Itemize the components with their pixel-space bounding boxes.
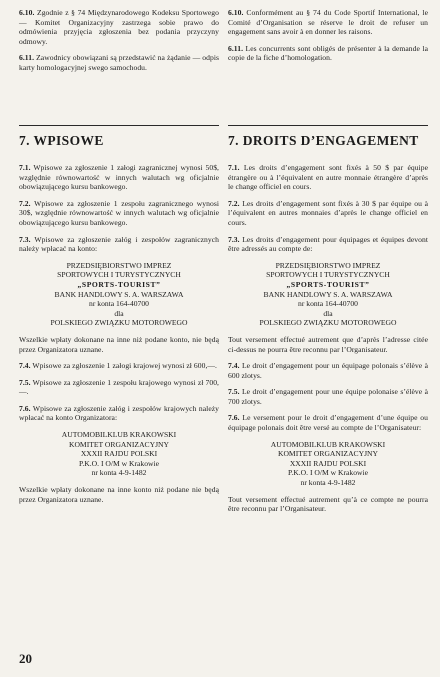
paragraph-7-5-pl: 7.5. Wpisowe za zgłoszenie 1 zespołu krajowego wynosi zł 700,—. xyxy=(19,377,219,397)
address-line: BANK HANDLOWY S. A. WARSZAWA xyxy=(54,289,184,299)
club-address-pl xyxy=(19,430,219,478)
paragraph-6-10-fr: 6.10. Conformément au § 74 du Code Sportif International, le Comité d’Organisation se réserve le droit de refuser un engagement sans avoir à en donner les raisons. xyxy=(228,8,428,37)
paragraph-7-5-fr: 7.5. Le droit d’engagement pour une équipe polonaise s’élève à 700 zlotys. xyxy=(228,387,428,406)
section-heading-fr: 7. DROITS D’ENGAGEMENT xyxy=(228,133,419,148)
address-line: „SPORTS-TOURIST” xyxy=(77,279,161,289)
address-line: nr konta 4-9-1482 xyxy=(91,468,147,478)
address-line: AUTOMOBILKLUB KRAKOWSKI xyxy=(270,439,386,449)
payment-note-pl: Wszelkie wpłaty dokonane na inne niż podane konto, nie będą przez Organizatora uznane. xyxy=(19,334,219,354)
paragraph-7-3-pl: 7.3. Wpisowe za zgłoszenie załóg i zespołów zagranicznych należy wpłacać na konto: xyxy=(19,234,220,254)
address-line: „SPORTS-TOURIST” xyxy=(286,279,370,289)
paragraph-7-6-fr: 7.6. Le versement pour le droit d’engagement d’une équipe ou équipage polonais doit être versé au compte de l’Organisateur: xyxy=(228,413,429,433)
paragraph-7-1-pl: 7.1. Wpisowe za zgłoszenie 1 załogi zagranicznej wynosi 50$, względnie równowartość w innych walutach wg oficjalnie obowiązującego kursu bankowego. xyxy=(19,163,220,192)
address-line: BANK HANDLOWY S. A. WARSZAWA xyxy=(263,289,393,299)
address-line: nr konta 4-9-1482 xyxy=(300,478,356,488)
section-heading-pl: 7. WPISOWE xyxy=(19,133,104,148)
club-address-fr xyxy=(228,440,428,488)
paragraph-6-10-pl: 6.10. Zgodnie z § 74 Międzynarodowego Kodeksu Sportowego — Komitet Organizacyjny zastrzega sobie prawo do odmówienia przyjęcia zgłoszenia bez podania przyczyny odmowy. xyxy=(19,8,220,46)
address-line: dla xyxy=(114,308,124,318)
paragraph-6-11-pl: 6.11. Zawodnicy obowiązani są przedstawić na żądanie — odpis karty homologacyjnej swego samochodu. xyxy=(19,53,219,72)
paragraph-7-4-fr: 7.4. Le droit d’engagement pour un équipage polonais s’élève à 600 zlotys. xyxy=(228,361,428,380)
address-line: P.K.O. I O/M w Krakowie xyxy=(288,468,368,478)
final-note-fr: Tout versement effectué autrement qu’à ce compte ne pourra être reconnu par l’Organisateur. xyxy=(228,494,428,514)
section-7-french xyxy=(228,133,428,521)
address-line: XXXII RAJDU POLSKI xyxy=(80,449,158,459)
address-line: PRZEDSIĘBIORSTWO IMPREZ xyxy=(66,260,172,270)
final-note-pl: Wszelkie wpłaty dokonane na inne konto niż podane nie będą przez Organizatora uznane. xyxy=(19,485,219,504)
section-divider-left xyxy=(19,125,219,126)
section-7-polish xyxy=(19,133,219,511)
paragraph-7-1-fr: 7.1. Les droits d’engagement sont fixés à 50 $ par équipe étrangère ou à l’équivalent en autre monnaie étrangère d’après le change officiel en cours. xyxy=(228,163,429,192)
address-line: PRZEDSIĘBIORSTWO IMPREZ xyxy=(275,260,381,270)
address-line: POLSKIEGO ZWIĄZKU MOTOROWEGO xyxy=(50,318,188,328)
paragraph-7-6-pl: 7.6. Wpisowe za zgłoszenie załóg i zespołów krajowych należy wpłacać na konto Organizatora: xyxy=(19,403,220,423)
paragraph-7-4-pl: 7.4. Wpisowe za zgłoszenie 1 załogi krajowej wynosi zł 600,—. xyxy=(19,361,217,371)
address-line: SPORTOWYCH I TURYSTYCZNYCH xyxy=(266,270,390,280)
address-line: P.K.O. I O/M w Krakowie xyxy=(79,458,159,468)
address-line: AUTOMOBILKLUB KRAKOWSKI xyxy=(61,430,177,440)
paragraph-7-3-fr: 7.3. Les droits d’engagement pour équipages et équipes devont être adressés au compte de: xyxy=(228,234,428,254)
address-line: KOMITET ORGANIZACYJNY xyxy=(277,449,379,459)
bank-address-fr xyxy=(228,261,428,328)
paragraph-6-11-fr: 6.11. Les concurrents sont obligés de présenter à la demande la copie de la fiche d’homologation. xyxy=(228,43,428,63)
paragraph-7-2-fr: 7.2. Les droits d’engagement sont fixés à 30 $ par équipe ou à l’équivalent en autres monnaies d’après le change officiel en cours. xyxy=(228,198,429,227)
address-line: dla xyxy=(323,308,333,318)
address-line: KOMITET ORGANIZACYJNY xyxy=(68,439,170,449)
address-line: XXXII RAJDU POLSKI xyxy=(289,458,367,468)
paragraph-7-2-pl: 7.2. Wpisowe za zgłoszenie 1 zespołu zagranicznego wynosi 30$, względnie równowartość w innych walutach wg oficjalnie obowiązującego kursu bankowego. xyxy=(19,198,219,227)
page-number: 20 xyxy=(19,651,32,666)
top-right-column xyxy=(228,8,428,70)
address-line: nr konta 164-40700 xyxy=(298,299,358,309)
address-line: nr konta 164-40700 xyxy=(89,299,149,309)
top-left-column xyxy=(19,8,219,80)
bank-address-pl xyxy=(19,261,219,328)
section-divider-right xyxy=(228,125,428,126)
address-line: SPORTOWYCH I TURYSTYCZNYCH xyxy=(57,270,181,280)
address-line: POLSKIEGO ZWIĄZKU MOTOROWEGO xyxy=(259,318,397,328)
payment-note-fr: Tout versement effectué autrement que d’après l’adresse citée ci-dessus ne pourra être reconnu par l’Organisateur. xyxy=(228,334,428,354)
